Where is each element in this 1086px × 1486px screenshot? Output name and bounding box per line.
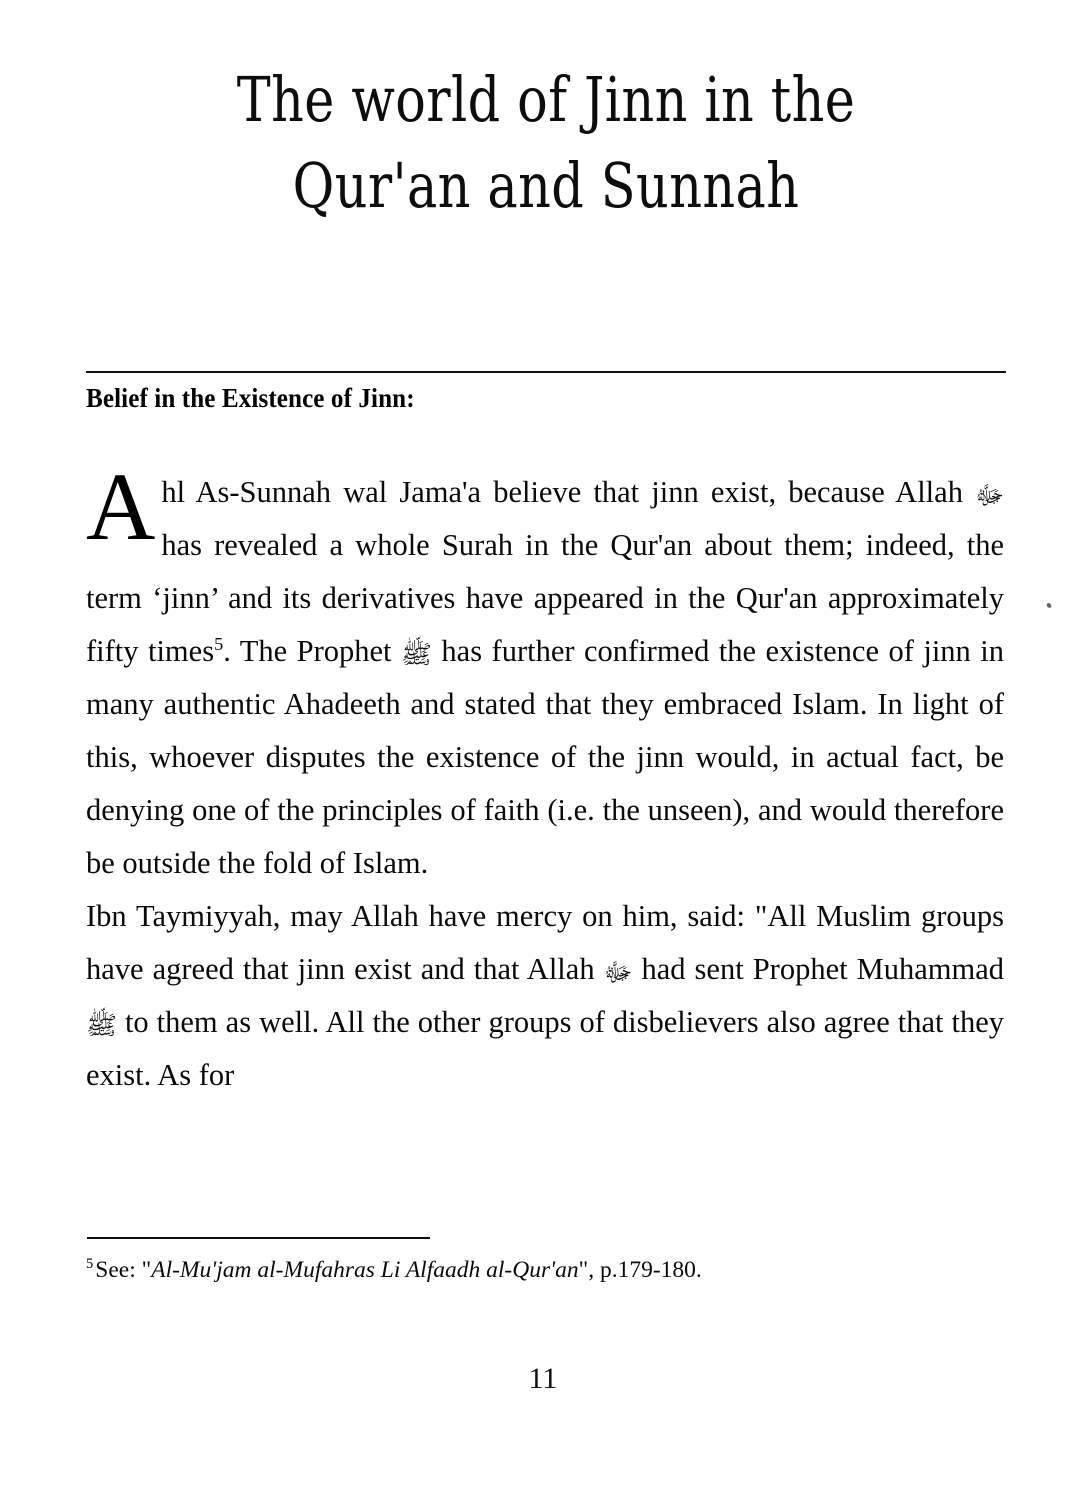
title-line-2: Qur'an and Sunnah bbox=[292, 148, 800, 222]
page-number: 11 bbox=[528, 1362, 558, 1395]
footnote-suffix: ", p.179-180. bbox=[578, 1257, 702, 1283]
paragraph-1: Ahl As-Sunnah wal Jama'a believe that jinn exist, because Allah ﷻ has revealed a whole Surah in the Qur'an about them; indeed, the term ‘jinn’ and its derivatives have appeared in the Qur'an approximately fifty times$^5$. The Prophet ﷺ has further confirmed the existence of jinn in many authentic Ahadeeth and stated that they embraced Islam. In light of this, whoever disputes the existence of the jinn would, in actual fact, be denying one of the principles of faith (i.e. the unseen), and would therefore be outside the fold of Islam. bbox=[86, 453, 1004, 880]
paragraph-2: Ibn Taymiyyah, may Allah have mercy on him, said: "All Muslim groups have agreed that jinn exist and that Allah ﷻ had sent Prophet Muhammad ﷺ to them as well. All the other groups of disbelievers also agree that they exist. As for bbox=[86, 899, 1004, 1092]
title-line-1: The world of Jinn in the bbox=[236, 63, 856, 136]
honorific-glyph-icon: ﷻ bbox=[975, 481, 1004, 510]
section-heading: Belief in the Existence of Jinn: bbox=[86, 383, 415, 413]
footnote-entry bbox=[86, 1255, 986, 1287]
honorific-glyph-icon: ﷺ bbox=[86, 1011, 117, 1040]
footnote-reference: 5 bbox=[214, 633, 224, 654]
footnote-divider-rule bbox=[87, 1237, 430, 1239]
honorific-glyph-icon: ﷻ bbox=[603, 958, 633, 987]
section-divider-rule bbox=[86, 371, 1006, 373]
scan-artifact-speck bbox=[1046, 602, 1052, 608]
body-text bbox=[86, 453, 1004, 1102]
footnote-marker: 5 bbox=[86, 1256, 94, 1273]
footnote-source-title: Al-Mu'jam al-Mufahras Li Alfaadh al-Qur'an bbox=[151, 1257, 579, 1283]
honorific-glyph-icon: ﷺ bbox=[401, 640, 432, 669]
page-title bbox=[86, 62, 1006, 223]
drop-cap: A bbox=[86, 453, 156, 560]
footnote-prefix: See: " bbox=[95, 1257, 152, 1283]
